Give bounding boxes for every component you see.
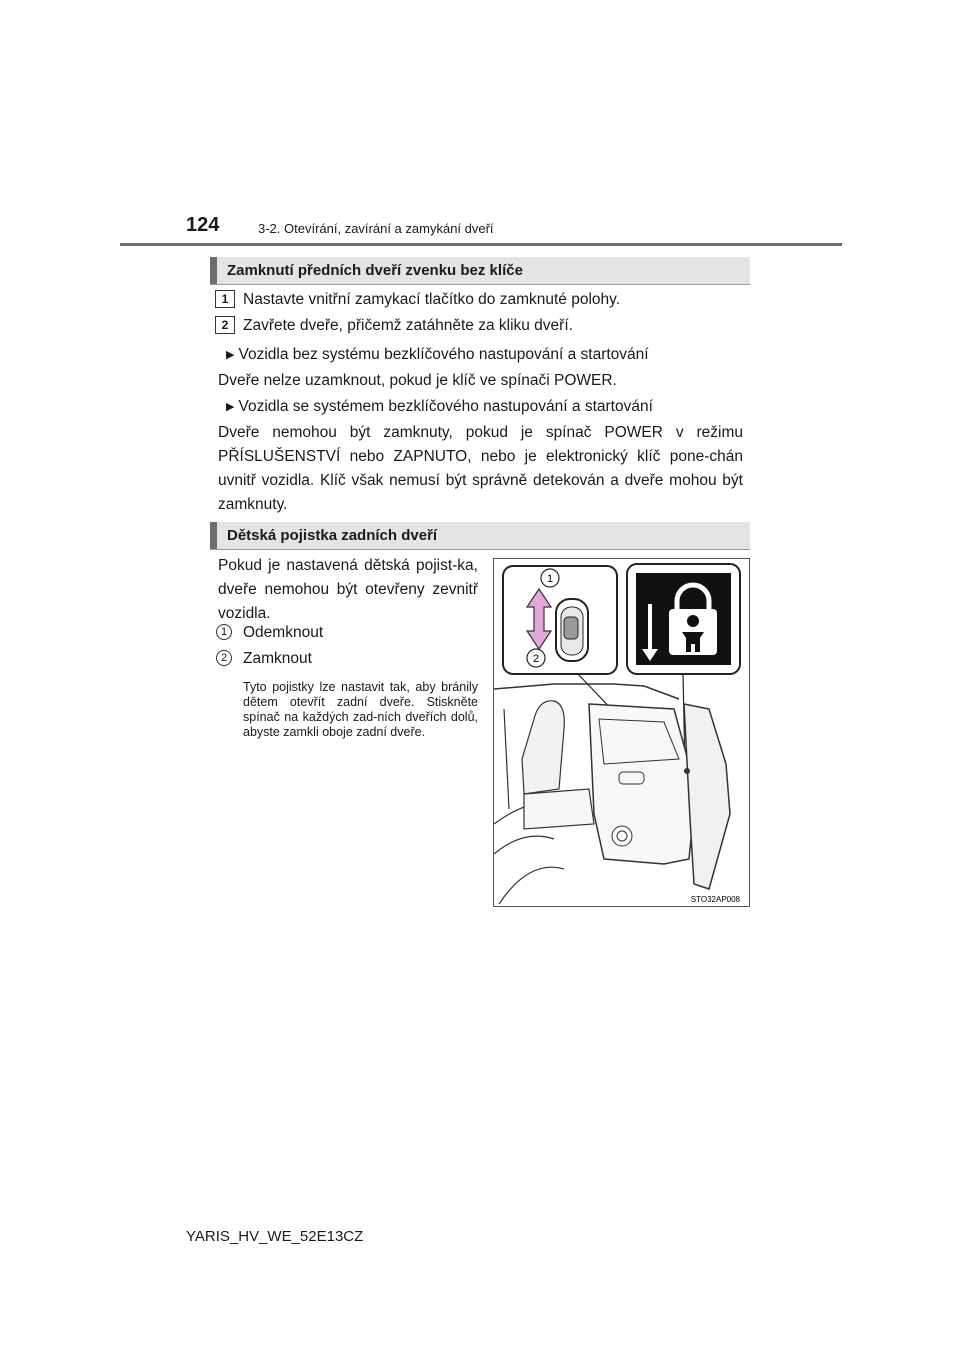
- car-door-drawing: [494, 559, 749, 906]
- item-unlock: Odemknout: [243, 624, 324, 641]
- bullet-no-smart-entry: [226, 346, 649, 364]
- child-lock-illustration: [493, 558, 750, 907]
- figure-callout-2: 2: [532, 653, 540, 665]
- paragraph-smart-entry: Dveře nemohou být zamknuty, pokud je spínač POWER v režimu PŘÍSLUŠENSTVÍ nebo ZAPNUTO, nebo je elektronický klíč pone-chán uvnitř vozidla. Klíč však nemusí být správně detekován a dveře mohou být zamknuty.: [218, 424, 743, 513]
- triangle-bullet-icon: ▶: [226, 349, 235, 361]
- figure-callout-1: 1: [546, 573, 554, 585]
- figure-code: STO32AP008: [690, 895, 740, 904]
- section-rule: [210, 284, 750, 285]
- step-text-2: Zavřete dveře, přičemž zatáhněte za kliku dveří.: [243, 317, 573, 334]
- step-number-2: 2: [215, 316, 235, 334]
- callout-number-2: 2: [216, 650, 232, 666]
- page-number: 124: [186, 214, 220, 236]
- triangle-bullet-icon: ▶: [226, 401, 235, 413]
- bullet-text: Vozidla se systémem bezklíčového nastupování a startování: [238, 398, 653, 415]
- bullet-text: Vozidla bez systému bezklíčového nastupování a startování: [238, 346, 649, 363]
- bullet-smart-entry: [226, 398, 653, 416]
- section-heading-front-door-lock: Zamknutí předních dveří zvenku bez klíče: [210, 257, 750, 284]
- item-lock: Zamknout: [243, 650, 312, 667]
- section-heading-child-lock: Dětská pojistka zadních dveří: [210, 522, 750, 549]
- paragraph-no-smart-entry: Dveře nelze uzamknout, pokud je klíč ve spínači POWER.: [218, 372, 617, 389]
- callout-number-1: 1: [216, 624, 232, 640]
- chapter-title: 3-2. Otevírání, zavírání a zamykání dveří: [258, 221, 494, 236]
- document-id: YARIS_HV_WE_52E13CZ: [186, 1228, 364, 1245]
- header-rule: [120, 243, 842, 246]
- child-lock-note: Tyto pojistky lze nastavit tak, aby bránily dětem otevřít zadní dveře. Stiskněte spínač na každých zad-ních dveřích dolů, abyste zamkli oboje zadní dveře.: [243, 680, 478, 739]
- step-text-1: Nastavte vnitřní zamykací tlačítko do zamknuté polohy.: [243, 291, 621, 308]
- child-lock-intro: Pokud je nastavená dětská pojist-ka, dveře nemohou být otevřeny zevnitř vozidla.: [218, 557, 478, 622]
- step-number-1: 1: [215, 290, 235, 308]
- double-arrow-icon: [527, 589, 551, 649]
- section-rule: [210, 549, 750, 550]
